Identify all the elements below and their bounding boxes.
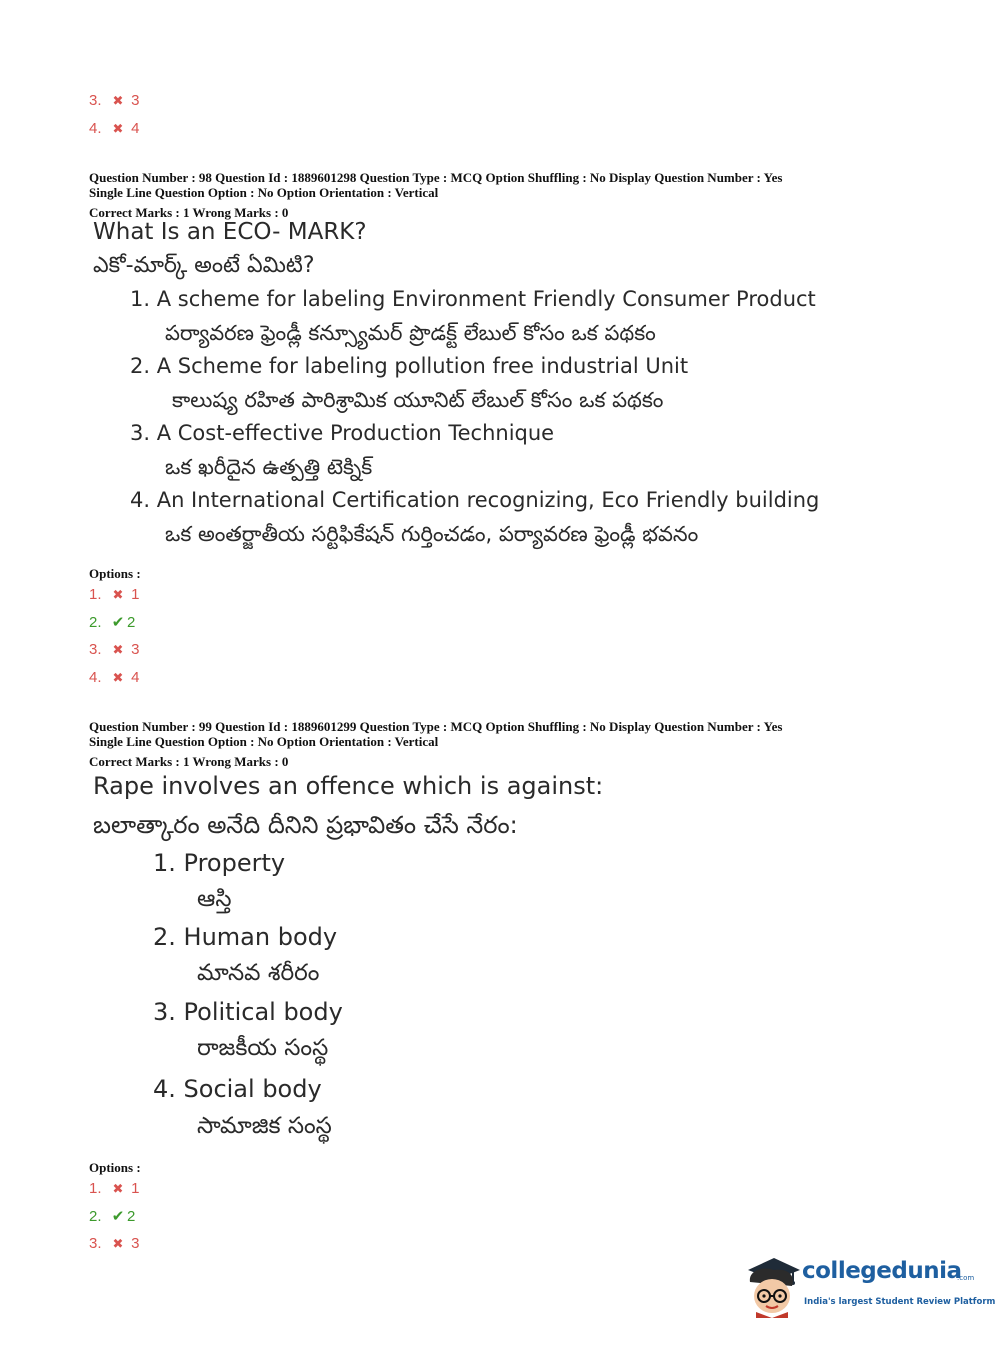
cross-icon: ✖ <box>112 587 124 602</box>
choice-en: 4. Social body <box>153 1075 322 1103</box>
choice-te: పర్యావరణ ఫ్రెండ్లీ కన్స్యూమర్ ప్రొడక్ట్ లేబుల్ కోసం ఒక పథకం <box>165 321 656 345</box>
logo-tagline: India's largest Student Review Platform <box>804 1297 996 1307</box>
option-value: 2 <box>127 614 136 631</box>
cross-icon: ✖ <box>112 670 124 685</box>
option-number: 2. <box>89 614 102 631</box>
choice-te: ఒక అంతర్జాతీయ సర్టిఫికేషన్ గుర్తించడం, పర్యావరణ ఫ్రెండ్లీ భవనం <box>165 522 699 546</box>
question-meta-line1: Question Number : 99 Question Id : 1889601299 Question Type : MCQ Option Shuffling : No Display Question Number : Yes <box>89 719 783 734</box>
choice-en: 2. Human body <box>153 923 338 951</box>
option-row <box>89 1207 135 1225</box>
question-meta-line1: Question Number : 98 Question Id : 1889601298 Question Type : MCQ Option Shuffling : No Display Question Number : Yes <box>89 170 783 185</box>
question-meta-line2: Single Line Question Option : No Option Orientation : Vertical <box>89 734 439 749</box>
choice-en: 1. A scheme for labeling Environment Friendly Consumer Product <box>130 287 816 311</box>
choice-en: 4. An International Certification recognizing, Eco Friendly building <box>130 488 820 512</box>
mascot-icon <box>742 1252 802 1318</box>
choice-te: కాలుష్య రహిత పారిశ్రామిక యూనిట్ లేబుల్ కోసం ఒక పథకం <box>172 388 664 412</box>
option-row <box>89 92 140 109</box>
choice-te: సామాజిక సంస్థ <box>197 1113 332 1139</box>
question-text-en: What Is an ECO- MARK? <box>93 219 367 245</box>
option-row <box>89 1180 140 1197</box>
choice-te: ఒక ఖరీదైన ఉత్పత్తి టెక్నిక్ <box>165 455 373 479</box>
option-value: 1 <box>131 1180 140 1197</box>
choice-en: 2. A Scheme for labeling pollution free industrial Unit <box>130 354 689 378</box>
check-icon: ✔ <box>111 614 125 631</box>
question-meta-line2: Single Line Question Option : No Option Orientation : Vertical <box>89 185 439 200</box>
choice-en: 3. A Cost-effective Production Technique <box>130 421 555 445</box>
option-number: 1. <box>89 1180 102 1197</box>
option-number: 1. <box>89 586 102 603</box>
option-value: 4 <box>131 120 140 137</box>
option-value: 2 <box>127 1208 136 1225</box>
question-text-en: Rape involves an offence which is against: <box>93 772 604 800</box>
cross-icon: ✖ <box>112 642 124 657</box>
option-number: 2. <box>89 1208 102 1225</box>
check-icon: ✔ <box>111 1208 125 1225</box>
option-value: 3 <box>131 1235 140 1252</box>
options-label: Options : <box>89 566 141 581</box>
choice-te: ఆస్తి <box>197 886 232 912</box>
option-value: 4 <box>131 669 140 686</box>
collegedunia-logo <box>742 1252 996 1318</box>
option-number: 3. <box>89 1235 102 1252</box>
question-text-te: ఎకో-మార్క్ అంటే ఏమిటి? <box>93 253 315 278</box>
option-row <box>89 669 140 686</box>
logo-domain: .com <box>957 1274 975 1282</box>
option-value: 1 <box>131 586 140 603</box>
cross-icon: ✖ <box>112 1181 124 1196</box>
option-number: 3. <box>89 641 102 658</box>
option-value: 3 <box>131 641 140 658</box>
cross-icon: ✖ <box>112 1236 124 1251</box>
option-row <box>89 613 135 631</box>
options-label: Options : <box>89 1160 141 1175</box>
option-number: 4. <box>89 669 102 686</box>
option-number: 4. <box>89 120 102 137</box>
option-row <box>89 586 140 603</box>
choice-te: మానవ శరీరం <box>197 960 320 986</box>
question-text-te: బలాత్కారం అనేది దీనిని ప్రభావితం చేసే నేరం: <box>93 811 518 839</box>
cross-icon: ✖ <box>112 93 124 108</box>
choice-en: 3. Political body <box>153 998 343 1026</box>
logo-title: collegedunia <box>802 1258 962 1284</box>
choice-en: 1. Property <box>153 849 286 877</box>
cross-icon: ✖ <box>112 121 124 136</box>
question-marks: Correct Marks : 1 Wrong Marks : 0 <box>89 205 289 220</box>
question-marks: Correct Marks : 1 Wrong Marks : 0 <box>89 754 289 769</box>
option-row <box>89 641 140 658</box>
choice-te: రాజకీయ సంస్థ <box>197 1035 329 1061</box>
option-row <box>89 120 140 137</box>
option-row <box>89 1235 140 1252</box>
option-number: 3. <box>89 92 102 109</box>
option-value: 3 <box>131 92 140 109</box>
